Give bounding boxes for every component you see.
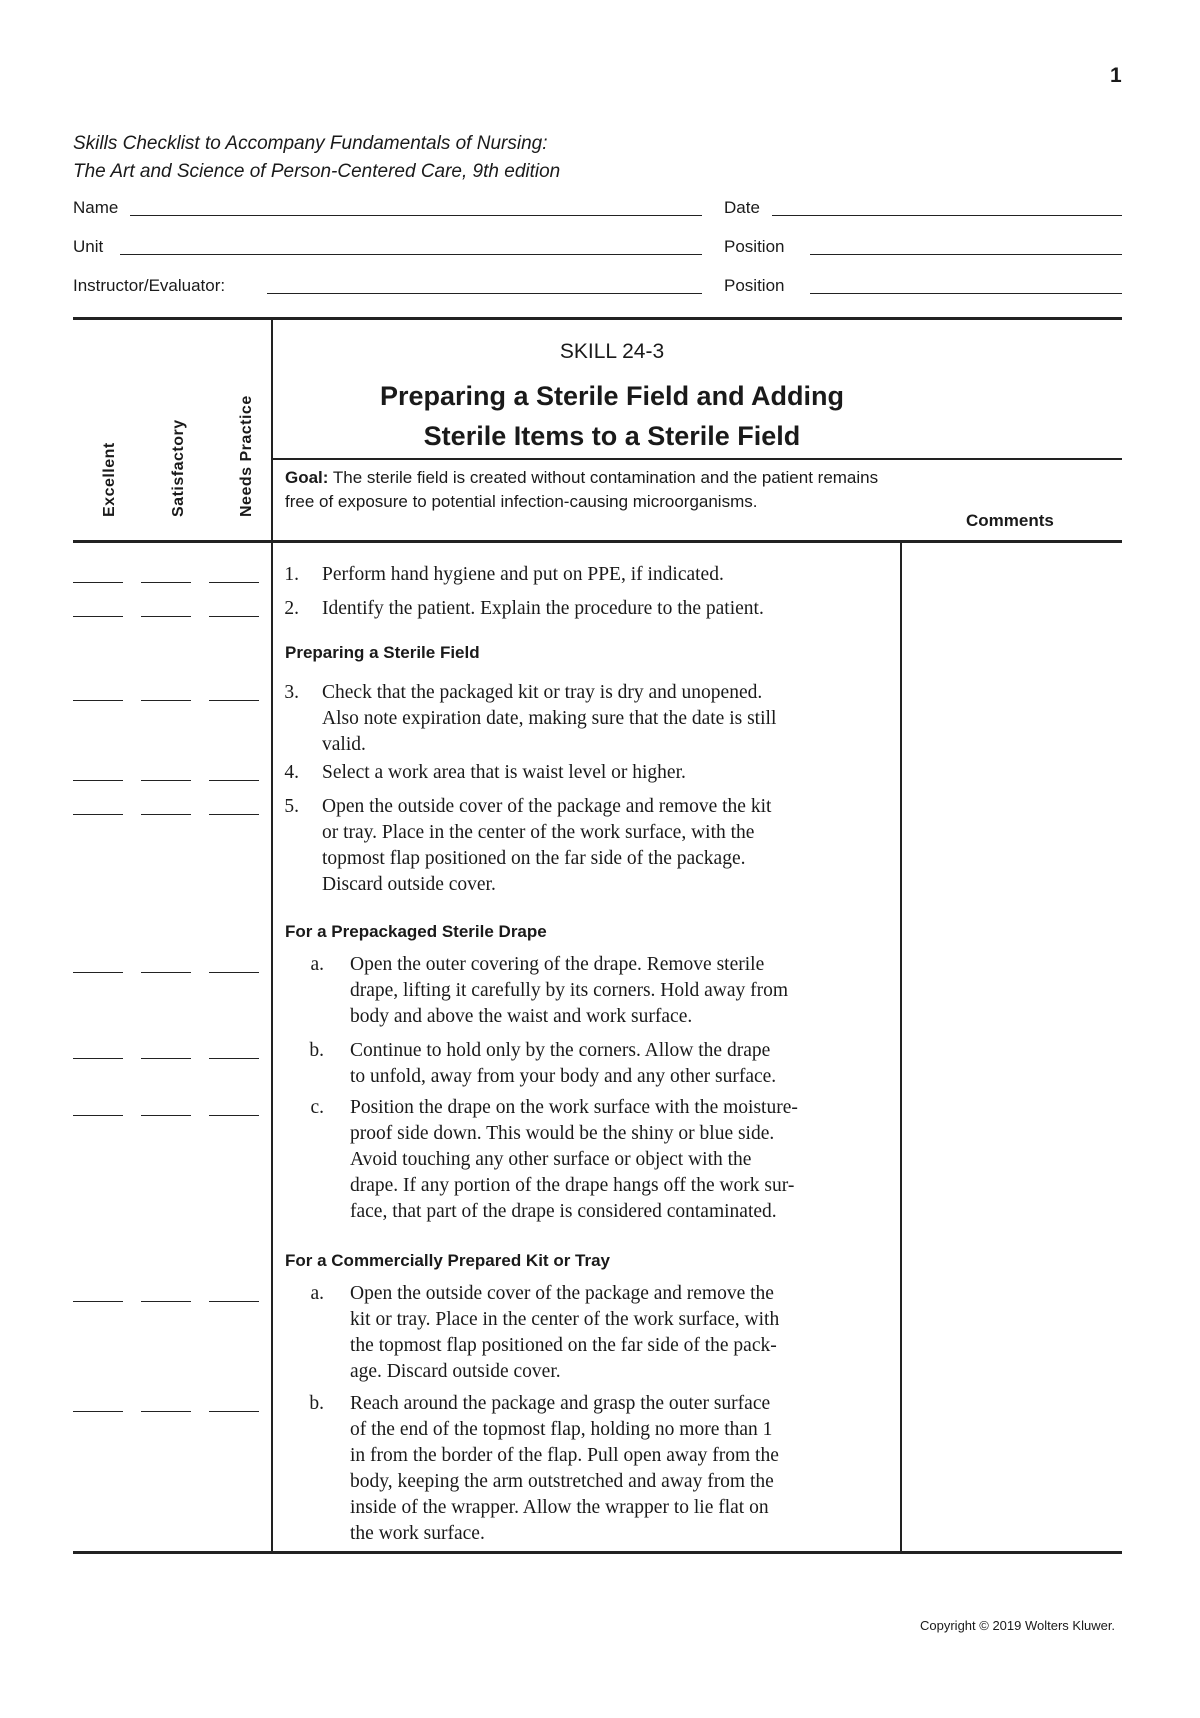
step-text: Reach around the package and grasp the outer surface of the end of the topmost flap, holding no more than 1 in from the border of the flap. Pull open away from the body, keeping the arm outstretched and away from the inside of the wrapper. Allow the wrapper to lie flat on the work surface. xyxy=(350,1393,779,1544)
unit-label: Unit xyxy=(73,237,104,256)
rating-blank-satisfactory[interactable] xyxy=(141,780,191,781)
rating-blank-excellent[interactable] xyxy=(73,972,123,973)
name-label: Name xyxy=(73,198,119,217)
rating-blank-needs-practice[interactable] xyxy=(209,616,259,617)
skill-number: SKILL 24-3 xyxy=(559,340,665,363)
section-heading-kit: For a Commercially Prepared Kit or Tray xyxy=(285,1251,611,1270)
rating-blank-satisfactory[interactable] xyxy=(141,582,191,583)
rating-blank-needs-practice[interactable] xyxy=(209,1411,259,1412)
rating-blank-satisfactory[interactable] xyxy=(141,972,191,973)
rating-blank-satisfactory[interactable] xyxy=(141,700,191,701)
page-number: 1 xyxy=(1110,64,1122,87)
copyright: Copyright © 2019 Wolters Kluwer. xyxy=(920,1618,1116,1633)
step-number: 3. xyxy=(284,682,299,703)
rating-blank-needs-practice[interactable] xyxy=(209,814,259,815)
step-text: Open the outside cover of the package and remove the kit or tray. Place in the center of the work surface, with the topmost flap positioned on the far side of the package. Discard outside cover. xyxy=(322,796,772,895)
rating-blank-satisfactory[interactable] xyxy=(141,1058,191,1059)
rating-blank-needs-practice[interactable] xyxy=(209,582,259,583)
rating-blank-excellent[interactable] xyxy=(73,780,123,781)
position-field-1[interactable] xyxy=(810,254,1122,255)
rating-blank-needs-practice[interactable] xyxy=(209,1115,259,1116)
rating-blank-excellent[interactable] xyxy=(73,700,123,701)
step-number: 5. xyxy=(284,796,299,817)
rating-blank-satisfactory[interactable] xyxy=(141,616,191,617)
column-header-needs-practice: Needs Practice xyxy=(238,395,255,517)
rating-blank-excellent[interactable] xyxy=(73,616,123,617)
rating-blank-excellent[interactable] xyxy=(73,814,123,815)
goal-text: The sterile field is created without contamination and the patient remains free of exposure to potential infection-causing microorganisms. xyxy=(285,468,879,511)
book-title-line2: The Art and Science of Person-Centered Care, 9th edition xyxy=(73,161,561,182)
column-header-excellent: Excellent xyxy=(101,442,118,517)
skill-title-line2: Sterile Items to a Sterile Field xyxy=(423,421,801,451)
step-number: b. xyxy=(309,1040,324,1061)
title-rule xyxy=(272,458,1122,460)
goal-label: Goal: xyxy=(285,468,329,487)
step-number: 4. xyxy=(284,762,299,783)
book-title xyxy=(73,130,560,186)
instructor-field[interactable] xyxy=(267,293,702,294)
rating-blank-needs-practice[interactable] xyxy=(209,1301,259,1302)
rating-blank-satisfactory[interactable] xyxy=(141,814,191,815)
step-text: Identify the patient. Explain the procedure to the patient. xyxy=(322,598,764,619)
step-number: a. xyxy=(310,1283,324,1304)
step-text: Position the drape on the work surface with the moisture- proof side down. This would be the shiny or blue side. Avoid touching any other surface or object with the drape. If any portion of the drape hangs off the work sur- face, that part of the drape is considered contaminated. xyxy=(350,1097,798,1222)
rating-blank-excellent[interactable] xyxy=(73,1115,123,1116)
header-rule xyxy=(73,540,1122,543)
date-field[interactable] xyxy=(772,215,1122,216)
instructor-label: Instructor/Evaluator: xyxy=(73,276,226,295)
step-text: Continue to hold only by the corners. Allow the drape to unfold, away from your body and any other surface. xyxy=(350,1040,777,1087)
rating-blank-needs-practice[interactable] xyxy=(209,780,259,781)
column-header-satisfactory: Satisfactory xyxy=(170,419,187,517)
step-text: Perform hand hygiene and put on PPE, if indicated. xyxy=(322,564,724,585)
rating-blank-needs-practice[interactable] xyxy=(209,1058,259,1059)
rating-blank-satisfactory[interactable] xyxy=(141,1411,191,1412)
goal-statement xyxy=(285,466,890,513)
rating-blank-excellent[interactable] xyxy=(73,582,123,583)
step-number: 1. xyxy=(284,564,299,585)
step-number: c. xyxy=(310,1097,324,1118)
section-heading-drape: For a Prepackaged Sterile Drape xyxy=(285,922,547,941)
position-label-1: Position xyxy=(724,237,785,256)
rating-blank-satisfactory[interactable] xyxy=(141,1301,191,1302)
step-number: 2. xyxy=(284,598,299,619)
name-field[interactable] xyxy=(130,215,702,216)
step-text: Open the outer covering of the drape. Remove sterile drape, lifting it carefully by its corners. Hold away from body and above the waist and work surface. xyxy=(350,954,789,1027)
step-text: Open the outside cover of the package and remove the kit or tray. Place in the center of the work surface, with the topmost flap positioned on the far side of the pack- age. Discard outside cover. xyxy=(350,1283,780,1382)
position-label-2: Position xyxy=(724,276,785,295)
comments-header: Comments xyxy=(966,511,1054,530)
section-heading-preparing: Preparing a Sterile Field xyxy=(285,643,480,662)
date-label: Date xyxy=(724,198,760,217)
rating-divider xyxy=(271,319,273,1552)
step-number: b. xyxy=(309,1393,324,1414)
skill-title-line1: Preparing a Sterile Field and Adding xyxy=(379,381,845,411)
comments-divider xyxy=(900,541,902,1552)
rating-blank-excellent[interactable] xyxy=(73,1058,123,1059)
rating-blank-needs-practice[interactable] xyxy=(209,700,259,701)
step-text: Check that the packaged kit or tray is dry and unopened. Also note expiration date, making sure that the date is still valid. xyxy=(322,682,777,755)
book-title-line1: Skills Checklist to Accompany Fundamentals of Nursing: xyxy=(73,133,548,154)
step-number: a. xyxy=(310,954,324,975)
skill-title xyxy=(272,376,952,456)
unit-field[interactable] xyxy=(120,254,702,255)
rating-blank-excellent[interactable] xyxy=(73,1301,123,1302)
table-bottom-rule xyxy=(73,1551,1122,1554)
rating-blank-satisfactory[interactable] xyxy=(141,1115,191,1116)
rating-blank-needs-practice[interactable] xyxy=(209,972,259,973)
rating-blank-excellent[interactable] xyxy=(73,1411,123,1412)
step-text: Select a work area that is waist level or higher. xyxy=(322,762,686,783)
position-field-2[interactable] xyxy=(810,293,1122,294)
